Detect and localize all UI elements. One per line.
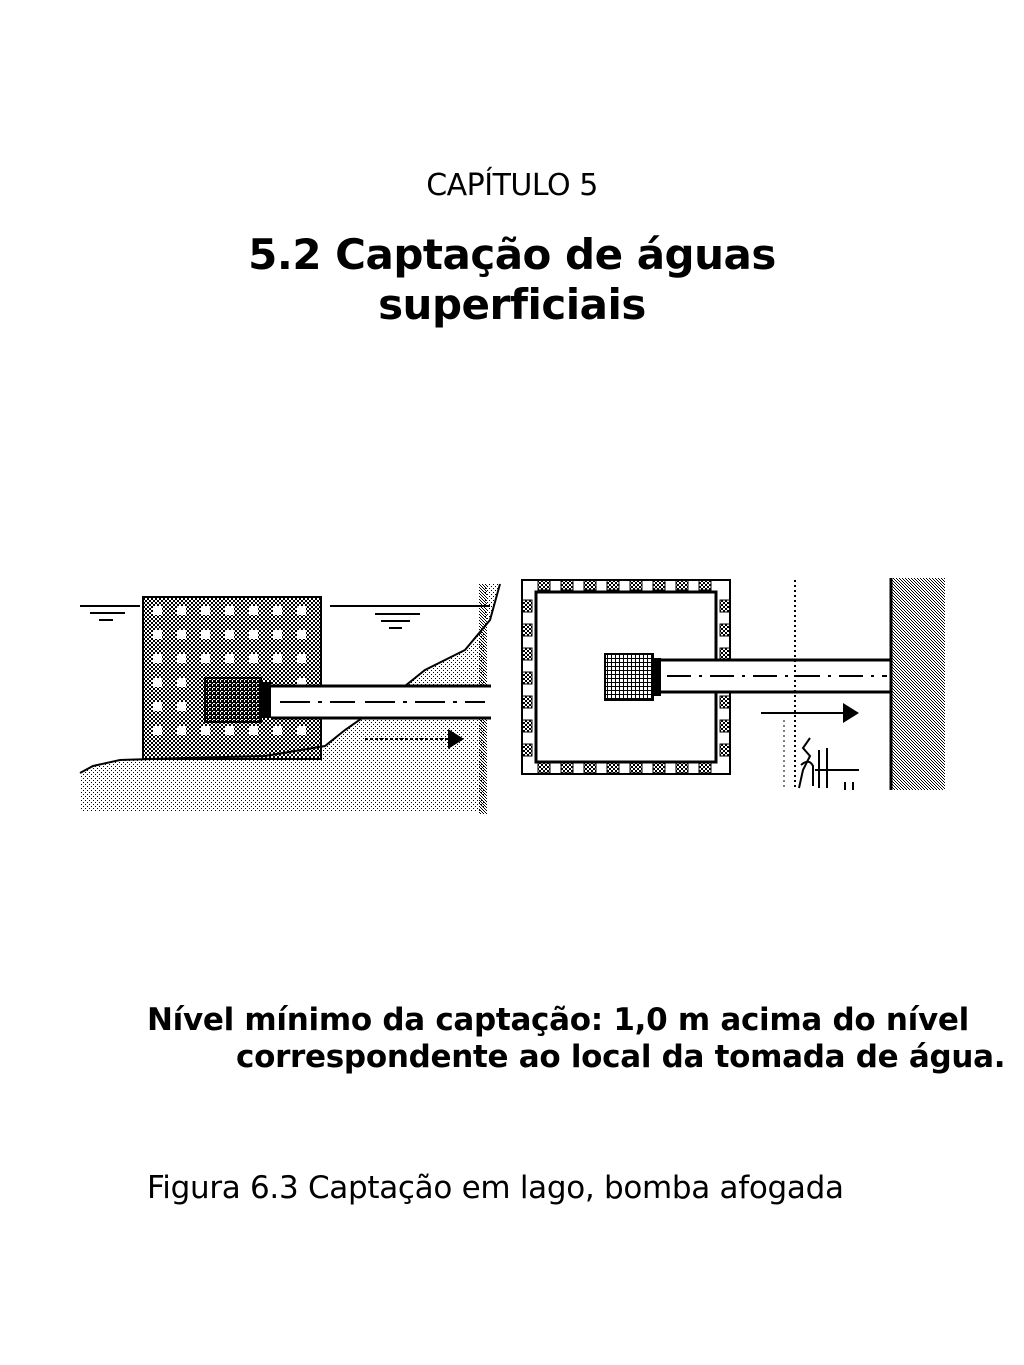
- pipe-plan: [661, 660, 891, 692]
- screen-plan: [605, 654, 653, 700]
- page-title: [0, 230, 1024, 330]
- intake-figure: [75, 570, 955, 820]
- intake-pipe: [271, 686, 491, 718]
- title-line-2: superficiais: [378, 280, 646, 329]
- figure-caption: Figura 6.3 Captação em lago, bomba afogada: [147, 1170, 844, 1206]
- minimum-level-note: Nível mínimo da captação: 1,0 m acima do nível correspondente ao local da tomada de água.: [147, 1002, 1006, 1075]
- title-line-1: 5.2 Captação de águas: [248, 230, 776, 279]
- section-view: [80, 584, 500, 814]
- plan-view: [522, 578, 945, 790]
- intake-screen: [205, 678, 261, 722]
- pump-symbol-icon: [799, 738, 859, 790]
- chapter-heading: CAPÍTULO 5: [426, 168, 598, 203]
- flow-arrow-plan-icon: [761, 703, 859, 723]
- shore-wall: [891, 578, 945, 790]
